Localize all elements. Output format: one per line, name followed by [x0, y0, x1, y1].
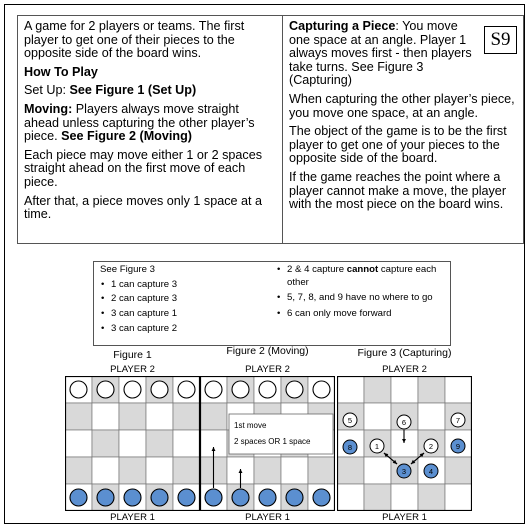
notes-left	[100, 264, 275, 338]
fig3-player2-label: PLAYER 2	[382, 364, 427, 375]
player2-piece	[178, 381, 195, 398]
section-badge: S9	[484, 26, 517, 54]
stalemate-text: If the game reaches the point where a player cannot make a move, the player with the most piece on the board wins.	[289, 169, 507, 212]
figure3-notes-box	[93, 261, 451, 346]
board-square	[119, 430, 146, 457]
piece-number: 9	[455, 442, 461, 451]
player1-piece	[313, 489, 330, 506]
moving-paragraph	[24, 103, 276, 144]
board-square	[364, 376, 391, 403]
board-square	[65, 403, 92, 430]
piece-number: 5	[347, 416, 353, 425]
board-square	[364, 457, 391, 484]
moving-text: Players always move straight ahead unless capturing the other player’s piece.	[24, 101, 255, 144]
piece-number: 6	[401, 418, 407, 427]
note-item: • 1 can capture 3	[101, 278, 178, 290]
player1-piece	[151, 489, 168, 506]
board-square	[391, 376, 418, 403]
board-square	[119, 403, 146, 430]
board-square	[418, 403, 445, 430]
board-square	[146, 457, 173, 484]
player2-piece	[313, 381, 330, 398]
board-square	[65, 430, 92, 457]
board-square	[337, 484, 364, 511]
notes-heading: See Figure 3	[100, 264, 155, 275]
note-item: • 3 can capture 2	[101, 323, 178, 335]
board-square	[92, 430, 119, 457]
board-square	[146, 403, 173, 430]
board-square	[445, 457, 472, 484]
how-to-play-heading: How To Play	[24, 64, 98, 79]
board-square	[281, 457, 308, 484]
note-item: • 5, 7, 8, and 9 have no where to go	[277, 292, 433, 304]
board-square	[418, 376, 445, 403]
board-square	[200, 403, 227, 430]
after-text: After that, a piece moves only 1 space at a time.	[24, 193, 263, 222]
board-square	[92, 403, 119, 430]
player2-piece	[232, 381, 249, 398]
board-square	[337, 457, 364, 484]
column-divider	[282, 16, 283, 243]
setup-ref: See Figure 1 (Set Up)	[69, 83, 197, 98]
player2-piece	[124, 381, 141, 398]
instruction-sheet	[4, 4, 525, 524]
board-square	[65, 457, 92, 484]
board-square	[173, 457, 200, 484]
player1-piece	[205, 489, 222, 506]
board-square	[337, 376, 364, 403]
board-square	[445, 376, 472, 403]
player1-piece	[70, 489, 87, 506]
board-square	[364, 484, 391, 511]
intro-text: A game for 2 players or teams. The first player to get one of their pieces to the opposite side of the board wins.	[24, 19, 245, 61]
player2-piece	[97, 381, 114, 398]
capture-text: : You move one space at an angle. Player 1 always moves first - then players take turns. See Figure 3 (Capturing)	[289, 19, 472, 88]
capture-label: Capturing a Piece	[289, 19, 396, 33]
player2-piece	[151, 381, 168, 398]
notes-right	[276, 264, 448, 323]
player1-piece	[286, 489, 303, 506]
fig1-player2-label: PLAYER 2	[110, 364, 155, 375]
piece-number: 2	[428, 442, 434, 451]
player1-piece	[124, 489, 141, 506]
board-square	[418, 484, 445, 511]
rules-left-column	[24, 20, 276, 227]
fig2-player1-label: PLAYER 1	[245, 512, 290, 523]
figure2-board	[200, 376, 335, 511]
player1-piece	[97, 489, 114, 506]
fig1-player1-label: PLAYER 1	[110, 512, 155, 523]
note-item: • 6 can only move forward	[277, 307, 392, 319]
figure2-title: Figure 2 (Moving)	[226, 345, 309, 357]
note-item: • 2 & 4 capture cannot capture each other	[277, 264, 437, 288]
board-square	[445, 484, 472, 511]
board-square	[146, 430, 173, 457]
note-item: • 3 can capture 1	[101, 308, 178, 320]
first-move-text: Each piece may move either 1 or 2 spaces straight ahead on the first move of each piece.	[24, 147, 263, 189]
player1-piece	[259, 489, 276, 506]
board-square	[173, 403, 200, 430]
player1-piece	[232, 489, 249, 506]
piece-number: 3	[401, 467, 407, 476]
piece-number: 4	[428, 467, 434, 476]
piece-number: 7	[455, 416, 461, 425]
piece-number: 8	[347, 443, 353, 452]
board-square	[119, 457, 146, 484]
moving-ref: See Figure 2 (Moving)	[61, 129, 192, 144]
capture-angle-text: When capturing the other player’s piece, you move one space, at an angle.	[289, 91, 515, 120]
fig2-player2-label: PLAYER 2	[245, 364, 290, 375]
rules-text-box	[17, 15, 524, 244]
figure1-title: Figure 1	[113, 349, 152, 361]
player2-piece	[70, 381, 87, 398]
board-square	[254, 457, 281, 484]
objective-text: The object of the game is to be the first player to get one of your pieces to the opposite side of the board.	[289, 124, 507, 166]
fig2-note-2: 2 spaces OR 1 space	[234, 437, 311, 446]
board-square	[173, 430, 200, 457]
board-square	[391, 484, 418, 511]
setup-prefix: Set Up:	[24, 83, 70, 98]
fig3-player1-label: PLAYER 1	[382, 512, 427, 523]
moving-label: Moving:	[24, 101, 73, 116]
fig2-note-1: 1st move	[234, 421, 267, 430]
player2-piece	[286, 381, 303, 398]
board-square	[308, 457, 335, 484]
figure3-title: Figure 3 (Capturing)	[357, 347, 452, 359]
player1-piece	[178, 489, 195, 506]
setup-line	[24, 84, 276, 98]
player2-piece	[205, 381, 222, 398]
player2-piece	[259, 381, 276, 398]
fig2-callout-box	[229, 414, 333, 454]
figure3-board	[337, 376, 472, 511]
board-square	[364, 403, 391, 430]
piece-number: 1	[374, 442, 380, 451]
note-item: • 2 can capture 3	[101, 293, 178, 305]
board-square	[92, 457, 119, 484]
figure1-board	[65, 376, 200, 511]
